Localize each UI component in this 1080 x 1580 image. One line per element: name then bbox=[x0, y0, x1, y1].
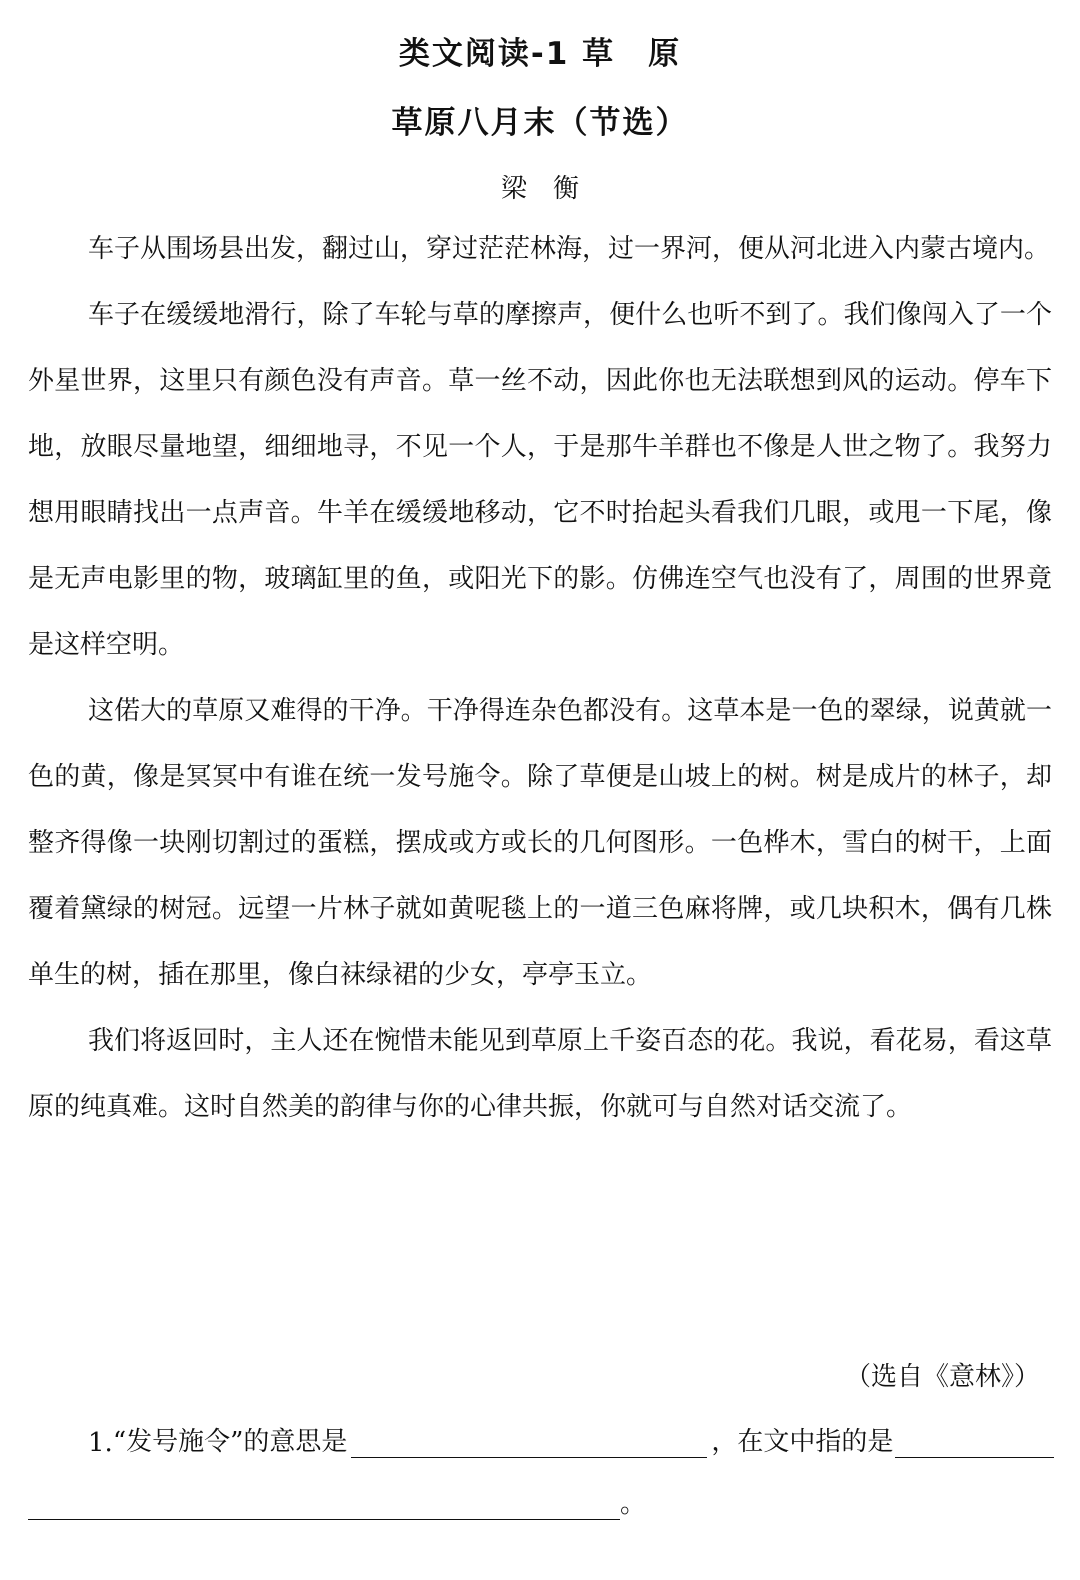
paragraph: 这偌大的草原又难得的干净。干净得连杂色都没有。这草本是一色的翠绿，说黄就一色的黄，像是冥冥中有谁在统一发号施令。除了草便是山坡上的树。树是成片的林子，却整齐得像一块刚切割过的蛋糕，摆成或方或长的几何图形。一色桦木，雪白的树干，上面覆着黛绿的树冠。远望一片林子就如黄呢毯上的一道三色麻将牌，或几块积木，偶有几株单生的树，插在那里，像白袜绿裙的少女，亭亭玉立。 bbox=[28, 696, 1052, 990]
source-citation: （选自《意林》） bbox=[844, 1362, 1040, 1392]
author: 梁 衡 bbox=[500, 174, 579, 204]
article-title: 草原八月末（节选） bbox=[391, 105, 689, 141]
answer-blank-context-start[interactable] bbox=[895, 1427, 1054, 1458]
question-number: 1. bbox=[88, 1428, 113, 1458]
paragraph: 车子从围场县出发，翻过山，穿过茫茫林海，过一界河，便从河北进入内蒙古境内。 bbox=[88, 234, 1051, 264]
paragraph: 我们将返回时，主人还在惋惜未能见到草原上千姿百态的花。我说，看花易，看这草原的纯真难。这时自然美的韵律与你的心律共振，你就可与自然对话交流了。 bbox=[28, 1026, 1052, 1122]
question-1-continuation bbox=[28, 1484, 646, 1520]
question-middle-text: ，在文中指的是 bbox=[711, 1427, 894, 1457]
question-end-punct: 。 bbox=[620, 1489, 647, 1519]
paragraph: 车子在缓缓地滑行，除了车轮与草的摩擦声，便什么也听不到了。我们像闯入了一个外星世界，这里只有颜色没有声音。草一丝不动，因此你也无法联想到风的运动。停车下地，放眼尽量地望，细细地寻，不见一个人，于是那牛羊群也不像是人世之物了。我努力想用眼睛找出一点声音。牛羊在缓缓地移动，它不时抬起头看我们几眼，或甩一下尾，像是无声电影里的物，玻璃缸里的鱼，或阳光下的影。仿佛连空气也没有了，周围的世界竟是这样空明。 bbox=[28, 300, 1052, 660]
series-title: 类文阅读-1 草 原 bbox=[398, 36, 682, 72]
question-1 bbox=[88, 1422, 1054, 1458]
question-prompt: “发号施令”的意思是 bbox=[112, 1427, 348, 1457]
article-body bbox=[28, 216, 1052, 1140]
answer-blank-meaning[interactable] bbox=[351, 1427, 707, 1458]
answer-blank-context[interactable] bbox=[28, 1489, 620, 1520]
